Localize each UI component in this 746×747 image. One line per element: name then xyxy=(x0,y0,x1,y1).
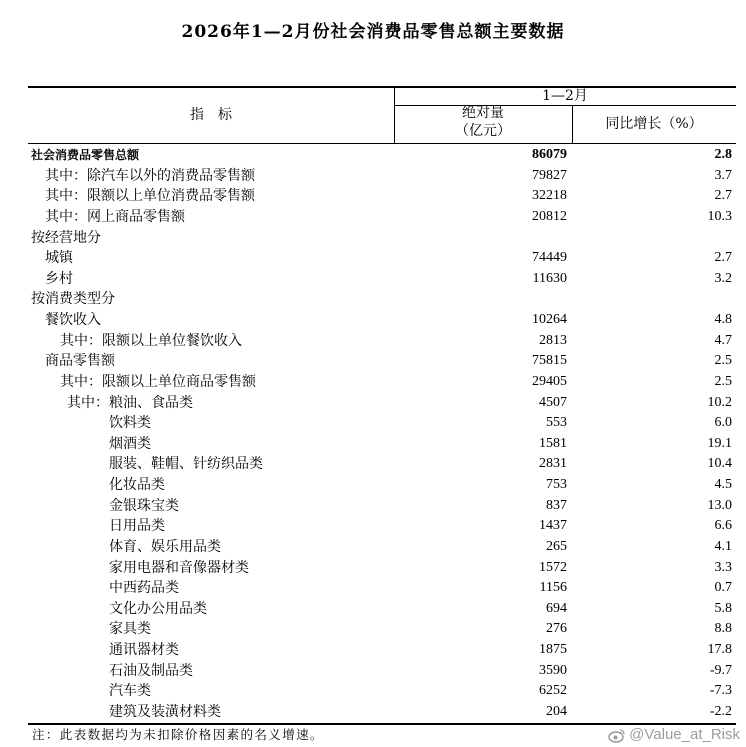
table-row xyxy=(0,537,746,558)
row-yoy-growth: 3.2 xyxy=(714,270,732,286)
row-label: 汽车类 xyxy=(109,683,151,700)
row-absolute-value: 837 xyxy=(546,497,567,513)
row-absolute-value: 74449 xyxy=(532,250,567,266)
row-absolute-value: 276 xyxy=(546,621,567,637)
row-label: 中西药品类 xyxy=(109,580,179,597)
table-row xyxy=(0,475,746,496)
row-yoy-growth: 2.5 xyxy=(714,373,732,389)
table-row xyxy=(0,702,746,723)
row-label: 化妆品类 xyxy=(109,477,165,493)
row-yoy-growth: 3.7 xyxy=(714,167,732,183)
row-absolute-value: 79827 xyxy=(532,167,567,183)
table-row xyxy=(0,578,746,599)
row-absolute-value: 75815 xyxy=(532,353,567,369)
row-yoy-growth: 4.1 xyxy=(714,538,732,554)
row-absolute-value: 1581 xyxy=(539,435,567,451)
table-row xyxy=(0,228,746,249)
row-absolute-value: 1572 xyxy=(539,559,567,575)
table-row xyxy=(0,289,746,310)
row-label: 社会消费品零售总额 xyxy=(31,148,140,162)
row-yoy-growth: 8.8 xyxy=(714,621,732,637)
table-row xyxy=(0,454,746,475)
row-yoy-growth: -9.7 xyxy=(709,662,732,678)
row-label: 文化办公用品类 xyxy=(109,600,207,617)
table-row xyxy=(0,640,746,661)
row-absolute-value: 694 xyxy=(546,600,567,616)
row-label: 乡村 xyxy=(45,270,73,287)
row-absolute-value: 553 xyxy=(546,415,567,431)
table-row xyxy=(0,372,746,393)
row-absolute-value: 29405 xyxy=(532,373,567,389)
row-yoy-growth: 13.0 xyxy=(707,497,732,513)
row-yoy-growth: 19.1 xyxy=(707,435,732,451)
row-label: 其中：粮油、食品类 xyxy=(67,394,193,411)
row-yoy-growth: 6.0 xyxy=(714,415,732,431)
row-absolute-value: 2831 xyxy=(539,456,567,472)
table-row xyxy=(0,681,746,702)
table-row xyxy=(0,207,746,228)
row-absolute-value: 1437 xyxy=(539,518,567,534)
watermark xyxy=(608,726,740,744)
table-row xyxy=(0,413,746,434)
table-row xyxy=(0,269,746,290)
table-body xyxy=(0,145,746,723)
table-row xyxy=(0,516,746,537)
row-yoy-growth: 10.3 xyxy=(707,208,732,224)
row-absolute-value: 6252 xyxy=(539,683,567,699)
footnote: 注：此表数据均为未扣除价格因素的名义增速。 xyxy=(32,727,324,742)
row-yoy-growth: 5.8 xyxy=(714,600,732,616)
row-yoy-growth: 2.7 xyxy=(714,250,732,266)
row-yoy-growth: 4.5 xyxy=(714,477,732,492)
row-yoy-growth: 0.7 xyxy=(714,580,732,596)
row-absolute-value: 86079 xyxy=(532,147,567,162)
table-row xyxy=(0,186,746,207)
table-row xyxy=(0,351,746,372)
row-yoy-growth: 6.6 xyxy=(714,518,732,534)
row-label: 日用品类 xyxy=(109,518,165,535)
row-absolute-value: 3590 xyxy=(539,662,567,678)
row-yoy-growth: 4.7 xyxy=(714,332,732,348)
table-row xyxy=(0,331,746,352)
header-absolute-unit: （亿元） xyxy=(455,123,511,139)
row-label: 饮料类 xyxy=(109,415,151,432)
row-absolute-value: 1875 xyxy=(539,642,567,657)
header-period: 1—2月 xyxy=(542,88,588,104)
row-label: 按消费类型分 xyxy=(31,291,115,308)
row-label: 金银珠宝类 xyxy=(109,497,179,514)
row-label: 体育、娱乐用品类 xyxy=(109,538,221,555)
row-yoy-growth: 2.8 xyxy=(714,147,732,162)
row-label: 建筑及装潢材料类 xyxy=(109,703,221,720)
row-label: 石油及制品类 xyxy=(109,662,193,679)
row-yoy-growth: -2.2 xyxy=(709,703,732,719)
row-absolute-value: 1156 xyxy=(539,580,567,596)
row-absolute-value: 2813 xyxy=(539,332,567,348)
table-row xyxy=(0,145,746,166)
row-yoy-growth: 2.5 xyxy=(714,353,732,369)
row-label: 按经营地分 xyxy=(31,229,101,246)
table-row xyxy=(0,661,746,682)
row-yoy-growth: -7.3 xyxy=(709,683,732,699)
header-yoy-growth: 同比增长（%） xyxy=(605,116,703,132)
row-absolute-value: 4507 xyxy=(539,394,567,410)
row-label: 其中：网上商品零售额 xyxy=(45,208,185,225)
row-label: 家具类 xyxy=(109,621,151,638)
row-absolute-value: 10264 xyxy=(532,312,567,327)
row-label: 其中：限额以上单位商品零售额 xyxy=(60,373,256,390)
table-row xyxy=(0,558,746,579)
row-absolute-value: 204 xyxy=(546,703,567,719)
row-yoy-growth: 4.8 xyxy=(714,312,732,327)
table-row xyxy=(0,310,746,331)
row-label: 其中：除汽车以外的消费品零售额 xyxy=(45,167,255,184)
header-indicator: 指 标 xyxy=(190,107,232,123)
row-absolute-value: 20812 xyxy=(532,208,567,224)
table-row xyxy=(0,166,746,187)
row-yoy-growth: 10.4 xyxy=(707,456,732,472)
weibo-logo-icon xyxy=(608,728,626,743)
row-yoy-growth: 2.7 xyxy=(714,188,732,204)
row-label: 餐饮收入 xyxy=(45,312,101,328)
row-absolute-value: 753 xyxy=(546,477,567,492)
row-label: 通讯器材类 xyxy=(109,642,179,658)
table-row xyxy=(0,619,746,640)
row-yoy-growth: 10.2 xyxy=(707,394,732,410)
row-label: 其中：限额以上单位餐饮收入 xyxy=(60,332,242,349)
row-label: 其中：限额以上单位消费品零售额 xyxy=(45,188,255,205)
table-bottom-rule xyxy=(28,723,736,725)
row-absolute-value: 11630 xyxy=(532,270,567,286)
row-label: 服装、鞋帽、针纺织品类 xyxy=(109,456,263,473)
row-label: 城镇 xyxy=(45,250,73,267)
header-absolute-value: 绝对量 xyxy=(462,105,504,121)
watermark-text: @Value_at_Risk xyxy=(629,726,740,743)
row-yoy-growth: 3.3 xyxy=(714,559,732,575)
table-row xyxy=(0,599,746,620)
table-row xyxy=(0,393,746,414)
row-label: 烟酒类 xyxy=(109,435,151,452)
row-label: 商品零售额 xyxy=(45,353,115,370)
table-row xyxy=(0,496,746,517)
page-title: 2026年1—2月份社会消费品零售总额主要数据 xyxy=(181,22,565,42)
table-row xyxy=(0,248,746,269)
header-bottom-rule xyxy=(28,143,736,144)
row-label: 家用电器和音像器材类 xyxy=(109,559,249,576)
table-row xyxy=(0,434,746,455)
row-absolute-value: 265 xyxy=(546,538,567,554)
row-yoy-growth: 17.8 xyxy=(707,642,732,657)
row-absolute-value: 32218 xyxy=(532,188,567,204)
